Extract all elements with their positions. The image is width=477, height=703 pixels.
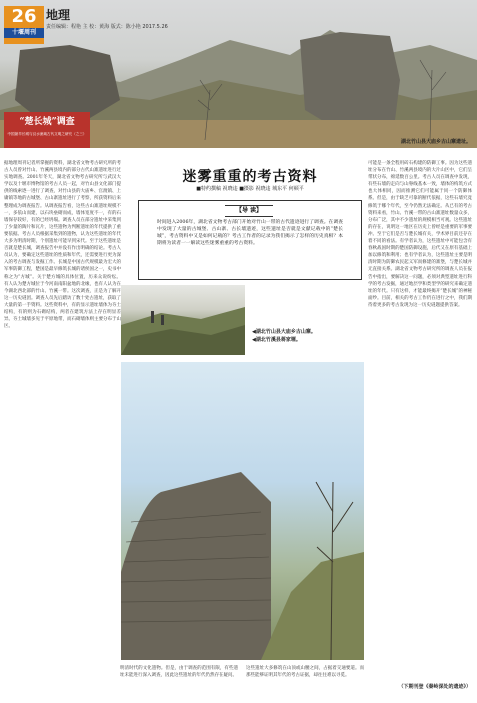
guide-label: 【导 读】 bbox=[225, 205, 273, 217]
article-byline: ■特约撰稿 祝晓违 ■摄影 祝晓违 城东平 何顿平 bbox=[196, 186, 304, 192]
photo-hillside bbox=[121, 285, 245, 355]
photo1-caption-b: ◀湖北竹溪县蒋家堰。 bbox=[252, 337, 301, 343]
photo1-caption-a: ◀湖北竹山县大庙乡古山寨。 bbox=[252, 329, 316, 335]
guide-text: 时间进入2006年，湖北省文物考古部门开始对竹山一带的古代遗迹进行了调查。在调查中发现了大量的古城堡、古山寨、古长墙遗迹，这些遗址是否就是文献记载中的“楚长城”，考古资料中又是如何记载的？考古工作者的记录为我们揭示了怎样的历史真相？本期将为读者一一解读这些迷雾重重的考古资料。 bbox=[157, 220, 343, 246]
section-label: 十堰周刊 bbox=[4, 28, 44, 38]
page-number-badge bbox=[4, 6, 44, 44]
column-title: “楚长城”调查 bbox=[19, 117, 75, 127]
article-column-left: 据地理周刊记者所掌握的资料，湖北省文物考古研究所的考古人员曾对竹山、竹溪两县境内的部分古代山寨遗址进行过实地调查。2001年冬天，湖北省文物考古研究所与武汉大学以及十堰市博物馆的考古人员一起，对竹山县文化部门提供的线索逐一进行了调查，对竹山县的大庙乡、官渡镇、上庸镇等地的古城堡、古山寨遗址进行了考察，所获资料后来整理成为调查报告。从调查报告看，这些古山寨遗址规模不一，多依山而建，以石块垒砌而成，墙体宽度不一，有的石墙保存较好，有的已经坍塌。调查人员在部分遗址中采集到了少量的陶片和瓦片，这些遗物为判断遗址的年代提供了重要依据。考古人员根据采集到的遗物，认为这些遗址的年代大多为明清时期，个别遗址可能早到宋代。至于这些遗址是否就是楚长城，调查报告中并没有作出明确的结论。考古人员认为，要确定这些遗址的性质和年代，还需要进行更为深入的考古调查与发掘工作。长城是中国古代规模最为宏大的军事防御工程，楚国是最早修筑长城的诸侯国之一，史书中称之为“方城”。关于楚方城的具体位置，历来众说纷纭。有人认为楚方城位于今河南南阳盆地的北缘，也有人认为在今湖北西北部的竹山、竹溪一带。这次调查，正是为了解开这一历史谜团。调查人员先后踏访了数十处古遗址，获取了大量的第一手资料。这些资料中，有的显示遗址墙体为夯土结构，有的则为石砌结构，两者在建筑方法上存在明显差异。夯土城墙多见于平原地带，而石砌墙体则主要分布于山区。 bbox=[4, 161, 121, 330]
photo1-captions bbox=[252, 328, 364, 344]
hero-caption: 湖北竹山县大庙乡古山寨遗址。 bbox=[400, 139, 471, 145]
hillside-photo-illustration bbox=[121, 285, 245, 355]
article-bottom-text-b: 这些遗址大多修筑在山顶或山腰之间，占据着交通要道。而那些能够证明其年代的考古证据，却往往难以寻觅。 bbox=[246, 666, 364, 679]
article-bottom-text-a: 明清时代的文化遗物。但是，由于调查的范围有限，有些遗址未能进行深入调查，因此这些遗址的年代仍然存在疑问。 bbox=[120, 666, 238, 679]
guide-box bbox=[138, 200, 362, 280]
column-title-box bbox=[4, 112, 90, 148]
photo-stone-wall bbox=[121, 362, 364, 660]
next-issue-note: （下期刊登《秦岭深处的遗迹》） bbox=[398, 684, 471, 690]
page-number: 26 bbox=[11, 6, 37, 27]
column-subtitle: 中国最早长城与汉水流域古代文明之研究（之三） bbox=[7, 132, 87, 136]
article-title: 迷雾重重的考古资料 bbox=[182, 169, 318, 185]
editors-line: 责任编辑：程艳 主 校：黄海 版式：陈小艳 2017.5.26 bbox=[46, 24, 168, 30]
article-column-right: 可能是一条全程用砖石构建的防御工事。因为这些遗址分布在竹山、竹溪两县境内的大片山区中，它们呈带状分布，绵延数百公里。考古人员在调查中发现，有些石墙的走向与山脊线基本一致，墙体的构筑方式也大体相同，因而推测它们可能属于同一个防御体系。但是，由于缺乏可靠的断代依据，这些石墙究竟修筑于哪个年代，至今仍然无法确定。从已有的考古资料来看，竹山、竹溪一带的古山寨遗址数量众多，分布广泛，其中不少遗址的规模相当可观。这些遗址的存在，说明这一地区在历史上曾经是重要的军事要冲。至于它们是否与楚长城有关，学术界目前还存在着不同的看法。有学者认为，这些遗址中可能包含有春秋战国时期的楚国防御设施，后代又在原有基础上加以修筑和利用；也有学者认为，这些遗址主要是明清时期为防御农民起义军而修建的寨堡，与楚长城并无直接关系。湖北省文物考古研究所的调查人员在报告中指出，要解决这一问题，必须对典型遗址进行科学的考古发掘，通过地层学和类型学的研究来确定遗址的年代。只有这样，才能最终揭开“楚长城”的神秘面纱。目前，相关的考古工作仍在进行之中，我们期待着更多的考古发现为这一历史谜题提供答案。 bbox=[368, 161, 472, 308]
stone-wall-photo-illustration bbox=[121, 362, 364, 660]
section-title: 地理 bbox=[46, 8, 71, 22]
